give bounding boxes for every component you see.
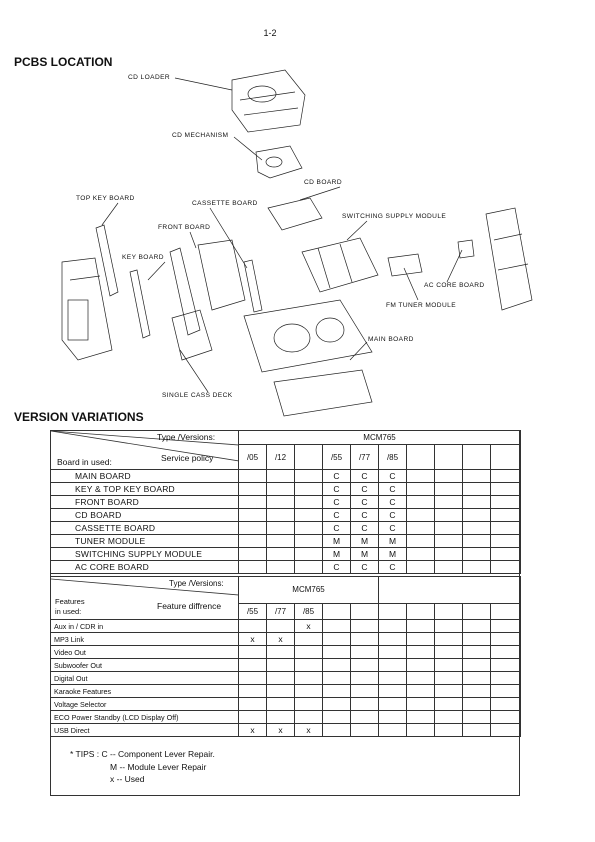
table1-cell (435, 470, 463, 483)
callout-main-board: MAIN BOARD (368, 336, 414, 343)
table2-cell (435, 685, 463, 698)
table1-cell (295, 561, 323, 574)
table1-cell: C (379, 483, 407, 496)
table1-cell (239, 496, 267, 509)
table1-row (51, 483, 521, 496)
table1-cell (407, 548, 435, 561)
feature-table (50, 576, 521, 737)
table2-cell (463, 646, 491, 659)
table2-cell (239, 698, 267, 711)
table1-version-header: /05 (239, 445, 267, 470)
table2-cell (379, 659, 407, 672)
single-cass-deck-part (172, 240, 245, 360)
table1-cell: M (323, 535, 351, 548)
table2-row-label: Digital Out (51, 672, 239, 685)
version-variations-heading: VERSION VARIATIONS (14, 410, 144, 424)
table2-cell (463, 698, 491, 711)
callout-fm-tuner-module: FM TUNER MODULE (386, 302, 456, 309)
table1-cell (239, 509, 267, 522)
table1-cell (295, 496, 323, 509)
table2-cell (295, 711, 323, 724)
table2-body (51, 620, 521, 737)
table1-row-label: CASSETTE BOARD (51, 522, 239, 535)
table2-cell: x (267, 724, 295, 737)
table1-cell (491, 548, 521, 561)
tips-line-3: x -- Used (110, 774, 145, 784)
table2-cell (491, 698, 521, 711)
table2-cell (267, 685, 295, 698)
table2-cell (239, 659, 267, 672)
table2-version-header (407, 603, 435, 619)
table2-cell (435, 620, 463, 633)
table1-cell: C (379, 470, 407, 483)
table2-cell (491, 633, 521, 646)
table2-cell (379, 620, 407, 633)
table1-cell (435, 509, 463, 522)
table1-cell (295, 470, 323, 483)
table2-cell (463, 685, 491, 698)
table1-cell: C (351, 522, 379, 535)
table1-row-label: FRONT BOARD (51, 496, 239, 509)
table2-cell (267, 672, 295, 685)
table1-cell: M (379, 535, 407, 548)
table1-row-label: TUNER MODULE (51, 535, 239, 548)
table1-cell: C (323, 496, 351, 509)
top-key-board-part (96, 225, 118, 296)
cd-loader-part (232, 70, 305, 132)
table2-row (51, 633, 521, 646)
table1-cell (239, 535, 267, 548)
page-number: 1-2 (263, 28, 277, 38)
table2-cell (463, 620, 491, 633)
table2-row-label: Karaoke Features (51, 685, 239, 698)
switching-supply-part (302, 238, 378, 292)
table1-cell (491, 470, 521, 483)
table2-cell (323, 620, 351, 633)
cd-mechanism-part (256, 146, 302, 178)
table1-service-policy-label: Service policy (161, 453, 214, 463)
table2-row (51, 724, 521, 737)
table2-cell (435, 711, 463, 724)
table1-cell (267, 522, 295, 535)
table2-cell (351, 685, 379, 698)
table1-row-label: AC CORE BOARD (51, 561, 239, 574)
table1-row (51, 496, 521, 509)
table2-cell (407, 672, 435, 685)
table2-row (51, 698, 521, 711)
table2-cell (323, 698, 351, 711)
table1-cell: C (379, 509, 407, 522)
table2-model-header: MCM765 (239, 577, 379, 604)
table2-cell (379, 711, 407, 724)
table2-row (51, 711, 521, 724)
table2-cell (295, 633, 323, 646)
table1-body (51, 470, 521, 574)
table2-cell (267, 698, 295, 711)
table2-cell (463, 659, 491, 672)
table2-cell (267, 659, 295, 672)
callout-cd-loader: CD LOADER (128, 74, 171, 81)
exploded-view-diagram (0, 0, 595, 420)
table2-cell (295, 659, 323, 672)
table1-cell: C (323, 509, 351, 522)
table2-version-header: /55 (239, 603, 267, 619)
table2-cell (323, 685, 351, 698)
table2-cell (323, 646, 351, 659)
table2-cell (379, 724, 407, 737)
table1-row (51, 561, 521, 574)
table1-row-label: CD BOARD (51, 509, 239, 522)
pcbs-location-heading: PCBS LOCATION (14, 55, 113, 69)
table2-cell: x (295, 724, 323, 737)
table1-cell (435, 561, 463, 574)
table1-version-header: /85 (379, 445, 407, 470)
table1-cell: C (351, 496, 379, 509)
table1-cell: M (351, 535, 379, 548)
table2-cell (267, 711, 295, 724)
table1-cell (463, 509, 491, 522)
table2-row-label: Aux in / CDR in (51, 620, 239, 633)
table1-cell (463, 496, 491, 509)
table2-cell (407, 620, 435, 633)
service-policy-table (50, 430, 521, 574)
table1-cell (435, 548, 463, 561)
table2-cell (239, 685, 267, 698)
table2-cell (295, 672, 323, 685)
table2-cell (491, 685, 521, 698)
table1-cell: M (351, 548, 379, 561)
table1-cell (239, 548, 267, 561)
table2-cell (323, 659, 351, 672)
table1-cell (267, 509, 295, 522)
table2-cell (351, 724, 379, 737)
table2-cell (435, 646, 463, 659)
table1-cell (435, 535, 463, 548)
table2-cell (491, 672, 521, 685)
table2-cell (379, 672, 407, 685)
table1-cell (267, 483, 295, 496)
table1-cell (463, 522, 491, 535)
key-board-part (130, 270, 150, 338)
table1-version-header (435, 445, 463, 470)
table1-cell (295, 522, 323, 535)
table2-row-label: Subwoofer Out (51, 659, 239, 672)
table1-cell (295, 483, 323, 496)
table2-version-header (491, 603, 521, 619)
table1-cell: C (379, 522, 407, 535)
table2-cell: x (295, 620, 323, 633)
table1-cell (435, 496, 463, 509)
table2-cell (407, 685, 435, 698)
table2-version-header: /85 (295, 603, 323, 619)
table1-version-header (407, 445, 435, 470)
table2-cell (435, 724, 463, 737)
table2-cell (351, 646, 379, 659)
table2-row-label: MP3 Link (51, 633, 239, 646)
table2-row (51, 659, 521, 672)
ac-core-board-part (458, 240, 474, 258)
table1-cell: M (323, 548, 351, 561)
front-board-part (170, 248, 200, 335)
table2-cell (407, 659, 435, 672)
table1-row (51, 535, 521, 548)
table2-row-label: USB Direct (51, 724, 239, 737)
table2-cell (491, 659, 521, 672)
table1-cell (491, 509, 521, 522)
table1-version-header: /55 (323, 445, 351, 470)
table1-row-label: SWITCHING SUPPLY MODULE (51, 548, 239, 561)
table1-row (51, 509, 521, 522)
table1-cell: C (351, 509, 379, 522)
table2-version-header (435, 603, 463, 619)
callout-ac-core-board: AC CORE BOARD (424, 282, 485, 289)
table1-cell (407, 522, 435, 535)
table1-row-label: KEY & TOP KEY BOARD (51, 483, 239, 496)
table2-version-header (351, 603, 379, 619)
table2-row-label: Video Out (51, 646, 239, 659)
table2-cell (239, 620, 267, 633)
table1-version-header (463, 445, 491, 470)
main-board-part (274, 370, 372, 416)
table1-cell (491, 561, 521, 574)
front-panel-part (62, 258, 112, 360)
table2-cell (491, 620, 521, 633)
table2-cell (491, 711, 521, 724)
table2-cell (407, 711, 435, 724)
table2-cell (463, 711, 491, 724)
table2-version-header (379, 603, 407, 619)
table2-row-label: Voltage Selector (51, 698, 239, 711)
table1-version-header (295, 445, 323, 470)
table2-features-label: Features (55, 597, 85, 606)
table1-cell (267, 561, 295, 574)
rear-panel-part (486, 208, 532, 310)
table2-cell (435, 633, 463, 646)
table1-cell: C (323, 522, 351, 535)
table1-row (51, 548, 521, 561)
table1-cell (407, 509, 435, 522)
table2-cell (463, 633, 491, 646)
table1-row-label: MAIN BOARD (51, 470, 239, 483)
table1-cell: C (351, 470, 379, 483)
table2-cell (295, 685, 323, 698)
table1-cell (239, 483, 267, 496)
table1-row (51, 470, 521, 483)
table1-cell: C (323, 470, 351, 483)
table1-cell (239, 561, 267, 574)
table1-cell (463, 535, 491, 548)
tips-line-2: M -- Module Lever Repair (110, 762, 207, 772)
table1-cell (295, 535, 323, 548)
callout-key-board: KEY BOARD (122, 254, 164, 261)
table2-cell (323, 724, 351, 737)
table1-cell (463, 470, 491, 483)
table2-row (51, 620, 521, 633)
table2-cell (351, 633, 379, 646)
callout-cassette-board: CASSETTE BOARD (192, 200, 258, 207)
table1-cell (267, 535, 295, 548)
main-chassis-part (244, 300, 372, 372)
table2-in-used-label: in used: (55, 607, 82, 616)
table1-cell (491, 535, 521, 548)
callout-front-board: FRONT BOARD (158, 224, 211, 231)
table2-cell (351, 659, 379, 672)
table1-cell: C (351, 483, 379, 496)
table2-cell (407, 724, 435, 737)
table1-version-header: /77 (351, 445, 379, 470)
table2-row-label: ECO Power Standby (LCD Display Off) (51, 711, 239, 724)
callout-cd-board: CD BOARD (304, 179, 343, 186)
table2-cell: x (267, 633, 295, 646)
cd-board-part (268, 198, 322, 230)
table2-feature-diffrence-label: Feature diffrence (157, 601, 222, 611)
table1-corner-header (51, 431, 239, 470)
table2-row (51, 646, 521, 659)
callout-cd-mechanism: CD MECHANISM (172, 132, 229, 139)
table2-cell (295, 646, 323, 659)
table2-cell (351, 711, 379, 724)
table2-cell: x (239, 724, 267, 737)
callout-top-key-board: TOP KEY BOARD (76, 195, 135, 202)
table2-cell (323, 711, 351, 724)
table1-cell (239, 522, 267, 535)
table2-cell (267, 646, 295, 659)
table1-cell (295, 548, 323, 561)
table1-cell (491, 522, 521, 535)
table2-cell (239, 672, 267, 685)
table2-cell (463, 724, 491, 737)
table2-version-header: /77 (267, 603, 295, 619)
table1-cell (407, 535, 435, 548)
table2-cell (351, 620, 379, 633)
table1-type-versions-label: Type /Versions: (157, 432, 216, 442)
table1-cell (491, 483, 521, 496)
tips-line-1: * TIPS : C -- Component Lever Repair. (70, 749, 215, 759)
table2-cell (379, 646, 407, 659)
table1-cell (267, 548, 295, 561)
table2-corner-header (51, 577, 239, 620)
table2-blank-header (379, 577, 521, 604)
table1-board-in-used-label: Board in used: (57, 457, 112, 467)
table1-cell: C (351, 561, 379, 574)
table2-cell (407, 698, 435, 711)
table2-cell (379, 633, 407, 646)
table2-cell: x (239, 633, 267, 646)
table2-cell (323, 633, 351, 646)
callout-switching-supply-module: SWITCHING SUPPLY MODULE (342, 213, 447, 220)
table1-cell (267, 470, 295, 483)
table2-row (51, 685, 521, 698)
table2-type-versions-label: Type /Versions: (169, 579, 224, 588)
table1-cell (267, 496, 295, 509)
table2-cell (351, 672, 379, 685)
table1-cell: C (379, 496, 407, 509)
table1-row (51, 522, 521, 535)
table2-cell (435, 672, 463, 685)
table1-cell (407, 483, 435, 496)
table1-cell (407, 470, 435, 483)
table1-cell: C (323, 483, 351, 496)
table2-cell (295, 698, 323, 711)
table2-cell (491, 724, 521, 737)
table2-version-header (323, 603, 351, 619)
table2-cell (323, 672, 351, 685)
table1-cell (463, 548, 491, 561)
table1-cell (435, 522, 463, 535)
table2-cell (267, 620, 295, 633)
table1-cell: C (323, 561, 351, 574)
table2-cell (407, 633, 435, 646)
table1-cell (239, 470, 267, 483)
table1-cell (435, 483, 463, 496)
table1-cell (295, 509, 323, 522)
table1-cell: M (379, 548, 407, 561)
table2-cell (407, 646, 435, 659)
table2-cell (463, 672, 491, 685)
table2-cell (379, 685, 407, 698)
table2-cell (491, 646, 521, 659)
table1-model-header: MCM765 (239, 431, 521, 445)
table2-cell (239, 646, 267, 659)
table1-cell (491, 496, 521, 509)
table1-cell (407, 561, 435, 574)
table1-cell (463, 483, 491, 496)
callout-single-cass-deck: SINGLE CASS DECK (162, 392, 233, 399)
table1-version-header (491, 445, 521, 470)
table2-version-header (463, 603, 491, 619)
table1-cell (407, 496, 435, 509)
table2-cell (435, 698, 463, 711)
table1-cell: C (379, 561, 407, 574)
table2-cell (379, 698, 407, 711)
table1-cell (463, 561, 491, 574)
table2-cell (435, 659, 463, 672)
fm-tuner-part (388, 254, 422, 276)
table2-cell (351, 698, 379, 711)
table1-version-header: /12 (267, 445, 295, 470)
table2-row (51, 672, 521, 685)
table2-cell (239, 711, 267, 724)
